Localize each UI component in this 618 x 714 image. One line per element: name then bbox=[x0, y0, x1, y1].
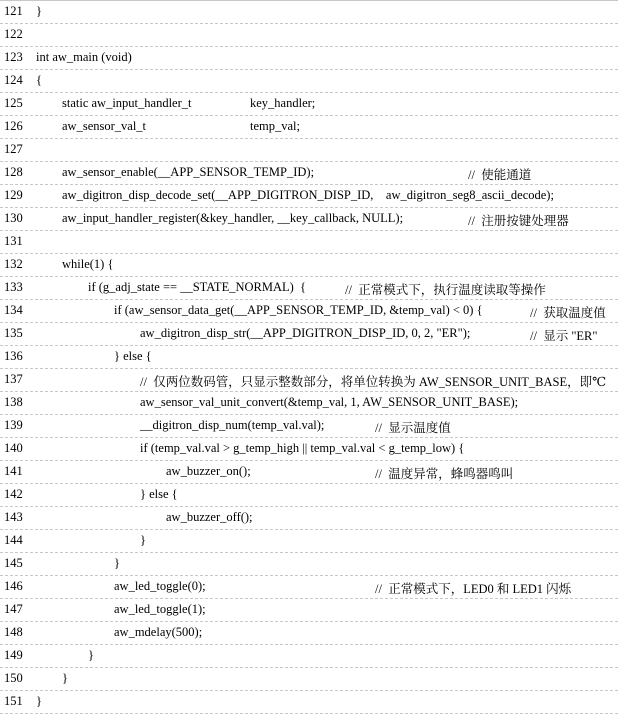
line-number: 125 bbox=[4, 96, 23, 110]
code-line bbox=[0, 93, 618, 116]
line-number: 121 bbox=[4, 4, 23, 18]
code-line bbox=[0, 116, 618, 139]
line-number: 136 bbox=[4, 349, 23, 363]
code-line bbox=[0, 553, 618, 576]
code-line bbox=[0, 300, 618, 323]
code-line bbox=[0, 185, 618, 208]
code-line bbox=[0, 277, 618, 300]
line-number: 137 bbox=[4, 372, 23, 386]
code-line bbox=[0, 484, 618, 507]
code-line bbox=[0, 208, 618, 231]
code-text: __digitron_disp_num(temp_val.val); bbox=[140, 418, 325, 432]
line-number: 130 bbox=[4, 211, 23, 225]
line-number: 147 bbox=[4, 602, 23, 616]
code-text: int aw_main (void) bbox=[36, 50, 132, 64]
code-line bbox=[0, 599, 618, 622]
line-number: 148 bbox=[4, 625, 23, 639]
code-line bbox=[0, 392, 618, 415]
code-text: if (aw_sensor_data_get(__APP_SENSOR_TEMP_ID, &temp_val) < 0) { bbox=[114, 303, 483, 317]
code-line bbox=[0, 139, 618, 162]
code-line bbox=[0, 47, 618, 70]
code-line bbox=[0, 438, 618, 461]
code-line bbox=[0, 70, 618, 93]
line-number: 133 bbox=[4, 280, 23, 294]
line-number: 149 bbox=[4, 648, 23, 662]
code-text: aw_sensor_val_unit_convert(&temp_val, 1, AW_SENSOR_UNIT_BASE); bbox=[140, 395, 519, 409]
code-line bbox=[0, 530, 618, 553]
line-number: 129 bbox=[4, 188, 23, 202]
line-number: 142 bbox=[4, 487, 23, 501]
line-number: 146 bbox=[4, 579, 23, 593]
code-line bbox=[0, 415, 618, 438]
code-text: while(1) { bbox=[62, 257, 114, 271]
code-comment: // 温度异常，蜂鸣器鸣叫 bbox=[375, 467, 514, 481]
code-line bbox=[0, 461, 618, 484]
code-text: temp_val; bbox=[250, 119, 300, 133]
code-text: } bbox=[62, 671, 68, 685]
code-line bbox=[0, 691, 618, 714]
code-line bbox=[0, 24, 618, 47]
code-line bbox=[0, 1, 618, 24]
code-text: aw_mdelay(500); bbox=[114, 625, 203, 639]
code-text: aw_digitron_disp_decode_set(__APP_DIGITRON_DISP_ID, aw_digitron_seg8_ascii_decode); bbox=[62, 188, 554, 202]
code-line bbox=[0, 645, 618, 668]
code-comment: // 正常模式下，执行温度读取等操作 bbox=[345, 283, 546, 297]
code-text: aw_sensor_val_t bbox=[62, 119, 147, 133]
code-comment: // 注册按键处理器 bbox=[468, 214, 569, 228]
code-comment: // 显示温度值 bbox=[375, 421, 451, 435]
code-comment: // 显示 "ER" bbox=[530, 329, 598, 343]
code-line bbox=[0, 231, 618, 254]
line-number: 144 bbox=[4, 533, 23, 547]
code-text: aw_input_handler_register(&key_handler, __key_callback, NULL); bbox=[62, 211, 404, 225]
line-number: 139 bbox=[4, 418, 23, 432]
line-number: 138 bbox=[4, 395, 23, 409]
line-number: 140 bbox=[4, 441, 23, 455]
line-number: 128 bbox=[4, 165, 23, 179]
code-line bbox=[0, 668, 618, 691]
line-number: 134 bbox=[4, 303, 23, 317]
code-line bbox=[0, 369, 618, 392]
line-number: 143 bbox=[4, 510, 23, 524]
code-comment: // 使能通道 bbox=[468, 168, 532, 182]
code-text: if (g_adj_state == __STATE_NORMAL) { bbox=[88, 280, 307, 294]
code-text: aw_sensor_enable(__APP_SENSOR_TEMP_ID); bbox=[62, 165, 315, 179]
code-comment: // 正常模式下，LED0 和 LED1 闪烁 bbox=[375, 582, 572, 596]
line-number: 150 bbox=[4, 671, 23, 685]
code-text: if (temp_val.val > g_temp_high || temp_val.val < g_temp_low) { bbox=[140, 441, 465, 455]
code-text: aw_led_toggle(1); bbox=[114, 602, 206, 616]
code-text: aw_buzzer_off(); bbox=[166, 510, 253, 524]
line-number: 135 bbox=[4, 326, 23, 340]
code-text: } bbox=[114, 556, 120, 570]
code-line bbox=[0, 576, 618, 599]
code-text: aw_digitron_disp_str(__APP_DIGITRON_DISP_ID, 0, 2, "ER"); bbox=[140, 326, 471, 340]
code-line bbox=[0, 507, 618, 530]
code-text: } bbox=[88, 648, 94, 662]
code-comment: // 获取温度值 bbox=[530, 306, 606, 320]
code-text: aw_buzzer_on(); bbox=[166, 464, 251, 478]
line-number: 145 bbox=[4, 556, 23, 570]
line-number: 132 bbox=[4, 257, 23, 271]
code-text: } else { bbox=[140, 487, 178, 501]
code-line bbox=[0, 254, 618, 277]
code-text: } bbox=[140, 533, 146, 547]
line-number: 131 bbox=[4, 234, 23, 248]
code-text: aw_led_toggle(0); bbox=[114, 579, 206, 593]
line-number: 151 bbox=[4, 694, 23, 708]
code-text: } bbox=[36, 4, 42, 18]
line-number: 123 bbox=[4, 50, 23, 64]
code-line bbox=[0, 323, 618, 346]
code-text: } bbox=[36, 694, 42, 708]
code-text: key_handler; bbox=[250, 96, 316, 110]
line-number: 141 bbox=[4, 464, 23, 478]
code-text: } else { bbox=[114, 349, 152, 363]
line-number: 122 bbox=[4, 27, 23, 41]
line-number: 124 bbox=[4, 73, 23, 87]
code-line bbox=[0, 622, 618, 645]
code-line bbox=[0, 346, 618, 369]
line-number: 127 bbox=[4, 142, 23, 156]
line-number: 126 bbox=[4, 119, 23, 133]
code-comment: // 仅两位数码管，只显示整数部分，将单位转换为 AW_SENSOR_UNIT_BASE，即℃ bbox=[140, 375, 607, 389]
code-line bbox=[0, 162, 618, 185]
code-text: static aw_input_handler_t bbox=[62, 96, 192, 110]
code-text: { bbox=[36, 73, 42, 87]
